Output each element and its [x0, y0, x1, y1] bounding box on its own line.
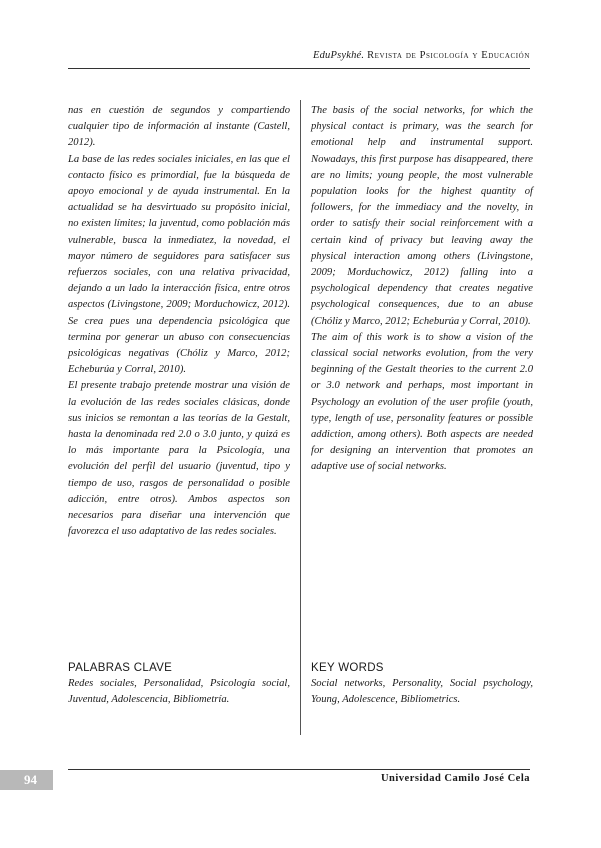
- keywords-es-text: Redes sociales, Personalidad, Psicología social, Juventud, Adolescencia, Bibliometría.: [68, 678, 290, 706]
- left-paragraph: El presente trabajo pretende mostrar una visión de la evolución de las redes sociales clásicas, donde sus inicios se remontan a las teorías de la Gestalt, hasta la denominada red 2.0 o 3.0 junto, y quizá es lo más importante para la Psicología, una evolución del perfil del usuario (juventud, tipo y tiempo de uso, rasgos de personalidad o posible adicción, entre otros). Ambos aspectos son necesarios para diseñar una intervención que favorezca el uso adaptativo de las redes sociales.: [68, 380, 290, 538]
- keywords-es-title: PALABRAS CLAVE: [68, 662, 173, 674]
- keywords-es-block: [68, 662, 290, 708]
- left-paragraph: La base de las redes sociales iniciales, en las que el contacto físico es primordial, fue la búsqueda de apoyo emocional y de ayuda instrumental. En la actualidad se ha desvirtuado su propósito inicial, no existen límites; la juventud, como población más vulnerable, busca la inmediatez, la novedad, el mayor número de seguidores para satisfacer sus refuerzos sociales, con una relativa privacidad, dejando a un lado la interacción física, entre otros aspectos (Livingstone, 2009; Morduchowicz, 2012). Se crea pues una dependencia psicológica que termina por generar un abuso con consecuencias psicológicas negativas (Chóliz y Marco, 2012; Echeburúa y Corral, 2010).: [68, 153, 290, 376]
- keywords-en-title: KEY WORDS: [311, 662, 384, 674]
- column-divider: [300, 100, 301, 735]
- right-column-body: [311, 103, 533, 476]
- header-rule: [68, 68, 530, 69]
- journal-subtitle: Revista de Psicología y Educación: [367, 50, 530, 61]
- right-paragraph: The aim of this work is to show a vision of the classical social networks evolution, from the very beginning of the Gestalt theories to the current 2.0 or 3.0 network and perhaps, most important in Psychology an evolution of the user profile (youth, type, length of use, personality features or possible addiction, among others). Both aspects are needed for designing an intervention that promotes an adaptive use of social networks.: [311, 331, 533, 473]
- keywords-en-block: [311, 662, 533, 708]
- university-name: Universidad Camilo José Cela: [380, 773, 530, 784]
- left-column-body: [68, 103, 290, 540]
- journal-name: EduPsykhé.: [312, 50, 365, 61]
- page-number: 94: [0, 770, 53, 790]
- right-paragraph: The basis of the social networks, for which the physical contact is primary, was the search for emotional help and instrumental support. Nowadays, this first purpose has disappeared, there are no limits; young people, the most vulnerable population looks for the highest quantity of followers, for the immediacy and the novelty, in order to satisfy their social reinforcement with a certain kind of privacy but leaving away the physical interaction among others (Livingstone, 2009; Morduchowicz, 2012) falling into a psychological dependency that creates negative psychological consequences, due to an abuse (Chóliz y Marco, 2012; Echeburúa y Corral, 2010).: [311, 105, 533, 327]
- journal-header: [313, 50, 530, 61]
- keywords-en-text: Social networks, Personality, Social psychology, Young, Adolescence, Bibliometrics.: [311, 678, 533, 706]
- left-paragraph: nas en cuestión de segundos y compartiendo cualquier tipo de información al instante (Castell, 2012).: [68, 105, 290, 149]
- footer-rule: [68, 769, 530, 770]
